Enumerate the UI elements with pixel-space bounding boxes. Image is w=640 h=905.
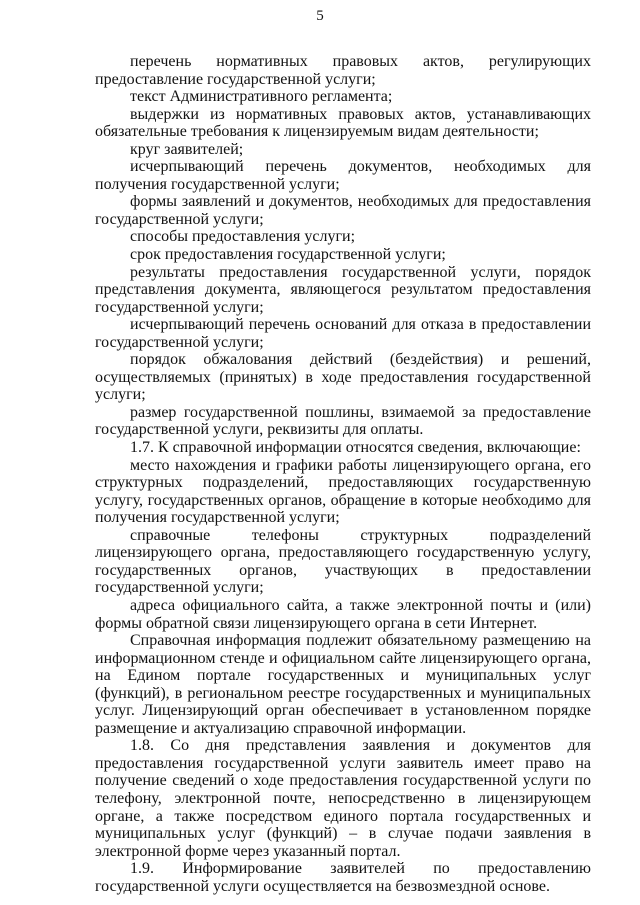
paragraph: круг заявителей; (130, 140, 244, 158)
paragraph: адреса официального сайта, а также электронной почты и (или) формы обратной связи лицензирующего органа в сети Интернет. (95, 596, 591, 632)
page-number: 5 (316, 8, 324, 24)
paragraph: 1.7. К справочной информации относятся сведения, включающие: (130, 439, 581, 457)
paragraph: выдержки из нормативных правовых актов, устанавливающих обязательные требования к лицензируемым видам деятельности; (95, 105, 591, 141)
paragraph: исчерпывающий перечень документов, необходимых для получения государственной услуги; (95, 158, 591, 193)
paragraph: исчерпывающий перечень оснований для отказа в предоставлении государственной услуги; (95, 316, 591, 351)
paragraph: текст Административного регламента; (130, 88, 393, 106)
paragraph: место нахождения и графики работы лицензирующего органа, его структурных подразделений, предоставляющих государственную услугу, государственных органов, обращение в которые необходимо для получения государственной услуги; (95, 456, 591, 527)
paragraph: формы заявлений и документов, необходимых для предоставления государственной услуги; (95, 193, 591, 228)
paragraph: порядок обжалования действий (бездействия) и решений, осуществляемых (принятых) в ходе предоставления государственной услуги; (95, 351, 591, 404)
paragraph: перечень нормативных правовых актов, регулирующих предоставление государственной услуги; (95, 53, 591, 88)
paragraph: способы предоставления услуги; (130, 228, 356, 246)
paragraph: срок предоставления государственной услуги; (130, 246, 446, 264)
paragraph: 1.9. Информирование заявителей по предоставлению государственной услуги осуществляется на безвозмездной основе. (95, 860, 591, 895)
paragraph: результаты предоставления государственной услуги, порядок представления документа, являющегося результатом предоставления государственной услуги; (95, 263, 591, 316)
paragraph: размер государственной пошлины, взимаемой за предоставление государственной услуги, реквизиты для оплаты. (95, 403, 591, 439)
paragraph: Справочная информация подлежит обязательному размещению на информационном стенде и официальном сайте лицензирующего органа, на Едином портале государственных и муниципальных услуг (функций), в региональном реестре государственных и муниципальных услуг. Лицензирующий орган обеспечивает в установленном порядке размещение и актуализацию справочной информации. (95, 632, 591, 737)
document-body (95, 53, 591, 895)
paragraph: 1.8. Со дня представления заявления и документов для предоставления государственной услуги заявитель имеет право на получение сведений о ходе предоставления государственной услуги по телефону, электронной почте, непосредственно в лицензирующем органе, а также посредством единого портала государственных и муниципальных услуг (функций) – в случае подачи заявления в электронной форме через указанный портал. (95, 737, 591, 860)
paragraph: справочные телефоны структурных подразделений лицензирующего органа, предоставляющего государственную услугу, государственных органов, участвующих в предоставлении государственной услуги; (95, 526, 591, 597)
